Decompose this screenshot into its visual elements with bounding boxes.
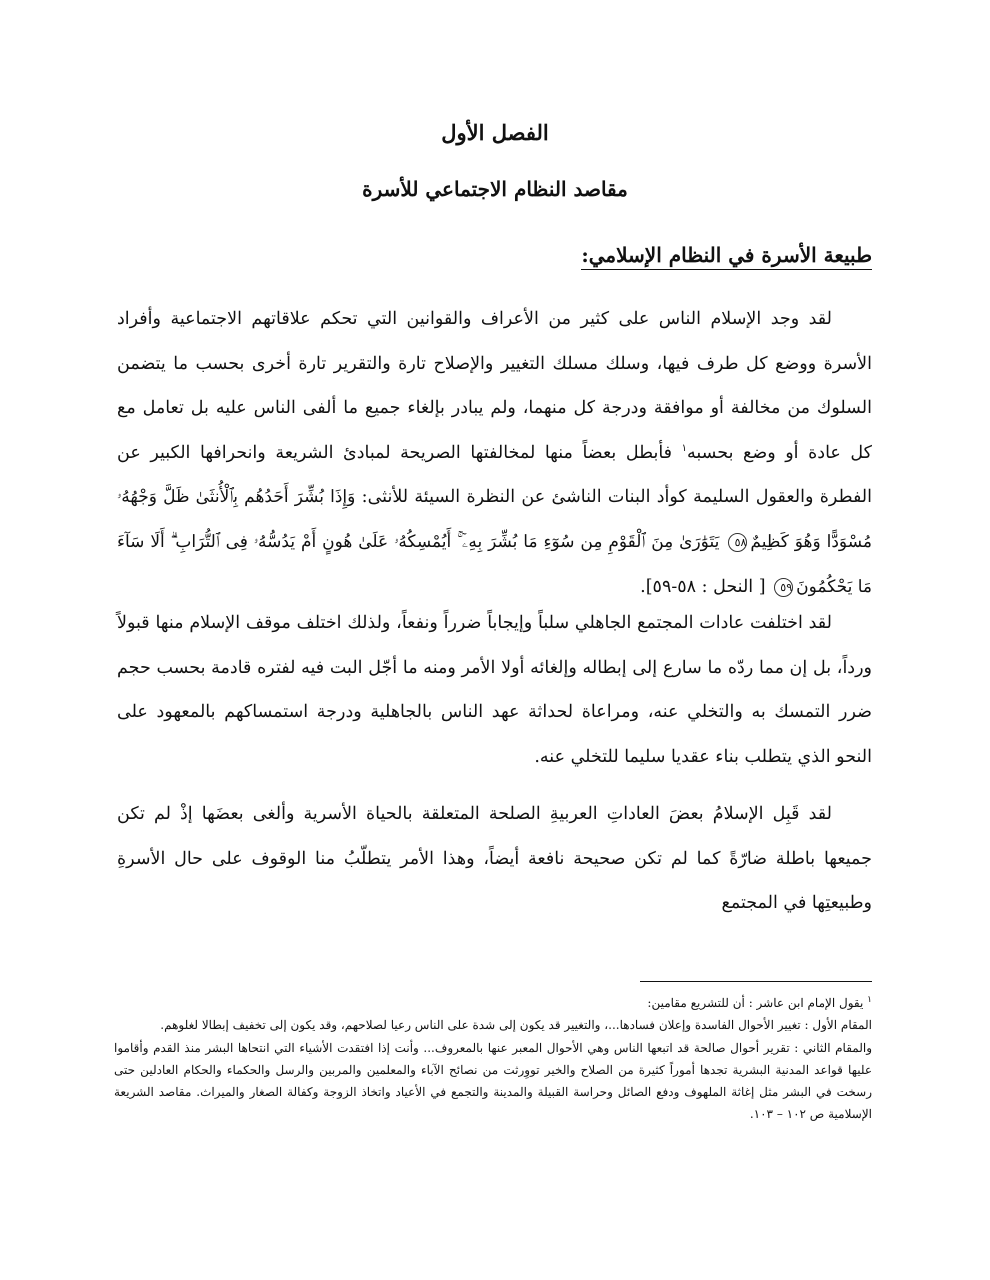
footnote-marker: ١ [867,995,872,1005]
ayah-number-58: ٥٨ [728,533,747,552]
paragraph-3-text: لقد قَبِل الإسلامُ بعضَ العاداتِ العربيةِ الصلحة المتعلقة بالحياة الأسرية وألغى بعضَها إذْ لم تكن جميعها باطلة ضارّةً كما لم تكن صحيحة نافعة أيضاً، وهذا الأمر يتطلّبُ منا الوقوف على حال الأسرةِ وطبيعتِها في المجتمع [117,804,872,914]
paragraph-2-text: لقد اختلفت عادات المجتمع الجاهلي سلباً وإيجاباً ضرراً ونفعاً، ولذلك اختلف موقف الإسلام منها قبولاً ورداً، بل إن مما ردّه ما سارع إلى إبطاله وإلغائه أولا الأمر ومنه ما أجّل البت فيه لفتره قادمة بحسب حجم ضرر التمسك به والتخلي عنه، ومراعاة لحداثة عهد الناس بالجاهلية ودرجة استمساكهم بالمعهود على النحو الذي يتطلب بناء عقديا سليما للتخلي عنه. [117,613,872,767]
paragraph-1-text-a: لقد وجد الإسلام الناس على كثير من الأعراف والقوانين التي تحكم علاقاتهم الاجتماعية وأفراد الأسرة ووضع كل طرف فيها، وسلك مسلك التغيير والإصلاح تارة والتقرير تارة أخرى بحسب ما يتضمن السلوك من مخالفة أو موافقة ودرجة كل منهما، ولم يبادر بإلغاء جميع ما ألفى الناس عليه بل تعامل مع كل عادة أو وضع بحسبه [117,309,872,463]
paragraph-1 [117,297,872,609]
quran-verse-59: يَتَوَٰرَىٰ مِنَ ٱلْقَوْمِ مِن سُوٓءِ مَا بُشِّرَ بِهِۦٓ ۚ أَيُمْسِكُهُۥ عَلَىٰ هُونٍ أَمْ يَدُسُّهُۥ فِى ٱلتُّرَابِ ۗ أَلَا سَآءَ مَا يَحْكُمُونَ [117,531,872,597]
quran-citation: [ النحل : ٥٨-٥٩]. [640,576,766,597]
chapter-subtitle: مقاصد النظام الاجتماعي للأسرة [362,177,628,201]
footnote-line-2: المقام الأول : تغيير الأحوال الفاسدة وإعلان فسادها...، والتغيير قد يكون إلى شدة على الناس رعيا لصلاحهم، وقد يكون إلى تخفيف إبطالا لغلوهم. [160,1018,872,1033]
footnote-line-3: والمقام الثاني : تقرير أحوال صالحة قد اتبعها الناس وهي الأحوال المعبر عنها بالمعروف... وأنت إذا افتقدت الأشياء التي انتحاها البشر منذ القدم وأقاموا عليها قواعد المدنية البشرية تجدها أموراً كثيرة من الصلاح والخير تووِرثت من نصائح الآباء والمعلمين والمربين والرسل والحكماء والحكام العادلين حتى رسخت في البشر مثل إغاثة الملهوف ودفع الصائل وحراسة القبيلة والمدينة والتجمع في الأعياد واتخاذ الزوجة وكفالة الصغار والميراث. مقاصد الشريعة الإسلامية ص ١٠٢ – ١٠٣. [114,1040,872,1122]
chapter-title: الفصل الأول [441,120,549,145]
paragraph-1-text-b: فأبطل بعضاً منها لمخالفتها الصريحة لمبادئ الشريعة وانحرافها الكبير عن الفطرة والعقول السليمة كوأد البنات الناشئ عن النظرة السيئة للأنثى: [117,442,872,508]
paragraph-3 [117,792,872,926]
footnote-separator [640,981,872,982]
ayah-number-59: ٥٩ [774,578,793,597]
footnote-intro: يقول الإمام ابن عاشر : أن للتشريع مقامين: [647,996,864,1010]
footnote-reference[interactable]: ١ [681,442,687,454]
footnotes [114,992,872,1126]
section-heading: طبيعة الأسرة في النظام الإسلامي: [581,243,872,270]
quran-verse-58: وَإِذَا بُشِّرَ أَحَدُهُم بِٱلْأُنثَىٰ ظَلَّ وَجْهُهُۥ مُسْوَدًّا وَهُوَ كَظِيمٌ [117,487,872,552]
paragraph-2 [117,601,872,779]
footnote-line-1 [114,992,872,1014]
